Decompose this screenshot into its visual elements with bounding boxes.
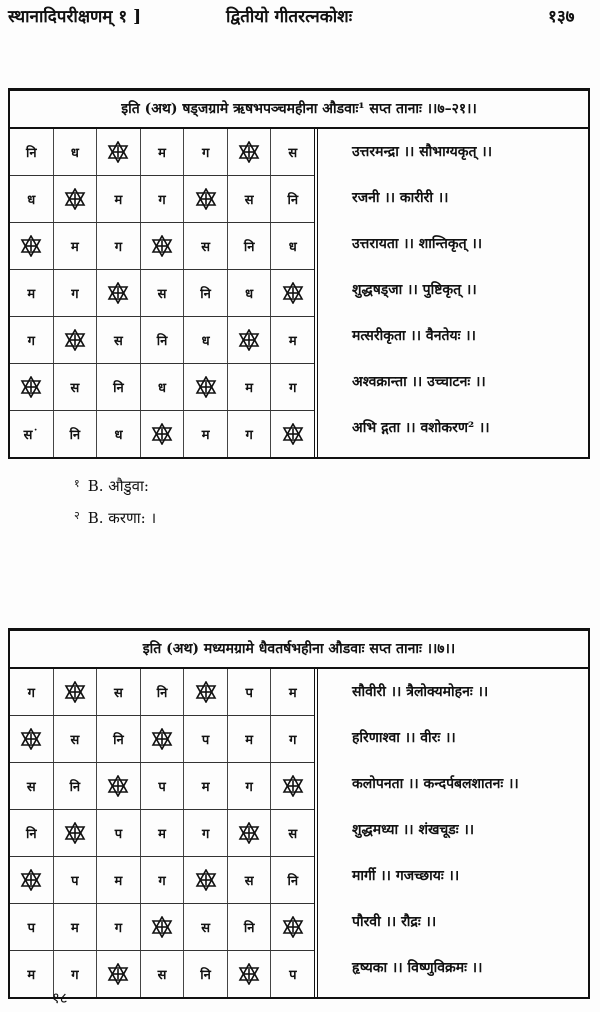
star-symbol-icon — [141, 716, 185, 762]
swara-cell: म — [10, 951, 54, 997]
star-symbol-icon — [97, 951, 141, 997]
tana-table-2 — [8, 628, 590, 999]
swara-cell: स — [184, 904, 228, 950]
star-symbol-icon — [54, 810, 98, 856]
swara-cell: स — [10, 763, 54, 809]
swara-cell: म — [97, 857, 141, 903]
footnote-mark: १ — [74, 477, 80, 490]
grid-row — [10, 857, 314, 904]
swara-cell: म — [141, 810, 185, 856]
swara-cell: स — [184, 223, 228, 269]
tana-table-1 — [8, 88, 590, 459]
footnote-text: B. करणा: । — [87, 509, 157, 527]
star-symbol-icon — [10, 716, 54, 762]
star-symbol-icon — [97, 129, 141, 175]
star-symbol-icon — [228, 810, 272, 856]
swara-cell: नि — [287, 193, 299, 208]
tana-name: रजनी ।। कारीरी ।। — [352, 190, 449, 206]
swara-cell: स — [141, 270, 185, 316]
tana-name: उत्तरायता ।। शान्तिकृत् ।। — [352, 236, 483, 252]
swara-cell: नि — [184, 270, 228, 316]
swara-cell: प — [184, 716, 228, 762]
tana-name: अभि द्गता ।। वशोकरण² ।। — [352, 420, 490, 436]
swara-cell: नि — [184, 951, 228, 997]
swara-cell: स — [228, 176, 272, 222]
tana-name: अश्वक्रान्ता ।। उच्चाटनः ।। — [352, 374, 486, 390]
grid-row — [10, 763, 314, 810]
swara-cell: म — [54, 904, 98, 950]
swara-cell: म — [54, 223, 98, 269]
grid-row — [10, 716, 314, 763]
swara-cell: स — [97, 317, 141, 363]
swara-cell: स — [288, 146, 298, 161]
swara-cell: नि — [97, 364, 141, 410]
star-symbol-icon — [184, 669, 228, 715]
swara-cell: स — [97, 669, 141, 715]
swara-cell: प — [141, 763, 185, 809]
swara-cell: नि — [287, 874, 299, 889]
star-symbol-icon — [10, 364, 54, 410]
swara-cell: प — [10, 904, 54, 950]
swara-cell: म — [184, 411, 228, 457]
swara-cell: स — [141, 951, 185, 997]
swara-cell: ग — [184, 129, 228, 175]
swara-grid — [10, 129, 318, 457]
running-head-left: स्थानादिपरीक्षणम् १ ] — [8, 7, 142, 27]
swara-cell: नि — [54, 763, 98, 809]
star-symbol-icon — [228, 129, 272, 175]
swara-cell: म — [141, 129, 185, 175]
footnote-mark: २ — [74, 509, 80, 522]
swara-cell: नि — [54, 411, 98, 457]
swara-cell: प — [54, 857, 98, 903]
swara-cell: नि — [10, 810, 54, 856]
swara-cell: ग — [54, 270, 98, 316]
grid-row — [10, 904, 314, 951]
swara-cell: ग — [141, 857, 185, 903]
swara-cell: ग — [141, 176, 185, 222]
swara-cell: म — [288, 334, 297, 349]
swara-cell: नि — [141, 669, 185, 715]
swara-cell: ग — [10, 669, 54, 715]
tana-name: सौवीरी ।। त्रैलोक्यमोहनः ।। — [352, 684, 489, 700]
star-symbol-icon — [54, 176, 98, 222]
tana-name: मार्गी ।। गजच्छायः ।। — [352, 868, 460, 884]
star-symbol-icon — [271, 411, 314, 457]
grid-row — [10, 411, 314, 457]
page-number: १३७ — [548, 7, 575, 27]
grid-row — [10, 129, 314, 176]
swara-cell: म — [288, 686, 297, 701]
signature-mark: १८ — [52, 989, 68, 1007]
swara-cell: म — [184, 763, 228, 809]
star-symbol-icon — [228, 951, 272, 997]
tana-name: हृष्यका ।। विष्णुविक्रमः ।। — [352, 960, 483, 976]
star-symbol-icon — [10, 857, 54, 903]
star-symbol-icon — [271, 763, 314, 809]
swara-cell: स˙ — [10, 411, 54, 457]
swara-cell: ग — [97, 223, 141, 269]
tana-name: शुद्धषड्जा ।। पुष्टिकृत् ।। — [352, 282, 477, 298]
star-symbol-icon — [184, 364, 228, 410]
star-symbol-icon — [184, 176, 228, 222]
swara-cell: ध — [228, 270, 272, 316]
swara-cell: ध — [184, 317, 228, 363]
grid-row — [10, 270, 314, 317]
tana-names — [318, 129, 588, 457]
tana-name: कलोपनता ।। कन्दर्पबलशातनः ।। — [352, 776, 519, 792]
swara-cell: ध — [54, 129, 98, 175]
star-symbol-icon — [97, 763, 141, 809]
swara-cell: ग — [289, 733, 297, 748]
tana-name: शुद्धमध्या ।। शंखचूडः ।। — [352, 822, 475, 838]
swara-cell: प — [289, 968, 297, 983]
star-symbol-icon — [141, 223, 185, 269]
grid-row — [10, 810, 314, 857]
swara-cell: ग — [228, 411, 272, 457]
swara-cell: नि — [141, 317, 185, 363]
running-head-title: द्वितीयो गीतरत्नकोशः — [226, 7, 353, 27]
swara-cell: ध — [288, 240, 297, 255]
swara-cell: ध — [10, 176, 54, 222]
footnote-text: B. औडुवा: — [87, 477, 149, 495]
star-symbol-icon — [271, 904, 314, 950]
star-symbol-icon — [141, 411, 185, 457]
grid-row — [10, 223, 314, 270]
grid-row — [10, 176, 314, 223]
grid-row — [10, 669, 314, 716]
swara-cell: स — [288, 827, 298, 842]
swara-cell: नि — [97, 716, 141, 762]
footnote-1 — [74, 476, 149, 496]
grid-row — [10, 364, 314, 411]
swara-cell: ग — [184, 810, 228, 856]
swara-cell: स — [228, 857, 272, 903]
swara-cell: नि — [10, 129, 54, 175]
swara-cell: स — [54, 364, 98, 410]
swara-cell: नि — [228, 223, 272, 269]
grid-row — [10, 317, 314, 364]
tana-name: पौरवी ।। रौद्रः ।। — [352, 914, 437, 930]
table-title: इति (अथ) मध्यमग्रामे धैवतर्षभहीना औडवाः सप्त तानाः ।।७।। — [10, 631, 588, 669]
star-symbol-icon — [271, 270, 314, 316]
star-symbol-icon — [228, 317, 272, 363]
swara-cell: ध — [97, 411, 141, 457]
star-symbol-icon — [54, 317, 98, 363]
swara-cell: स — [54, 716, 98, 762]
swara-cell: ग — [10, 317, 54, 363]
footnote-2 — [74, 508, 156, 528]
swara-cell: ग — [97, 904, 141, 950]
table-title: इति (अथ) षड्जग्रामे ऋषभपञ्चमहीना औडवाः¹ सप्त तानाः ।।७–२१।। — [10, 91, 588, 129]
star-symbol-icon — [97, 270, 141, 316]
star-symbol-icon — [10, 223, 54, 269]
star-symbol-icon — [54, 669, 98, 715]
swara-cell: म — [228, 364, 272, 410]
star-symbol-icon — [184, 857, 228, 903]
swara-cell: ग — [228, 763, 272, 809]
swara-cell: नि — [228, 904, 272, 950]
swara-cell: ग — [289, 381, 297, 396]
tana-name: मत्सरीकृता ।। वैनतेयः ।। — [352, 328, 476, 344]
swara-cell: म — [10, 270, 54, 316]
swara-cell: म — [97, 176, 141, 222]
swara-cell: म — [228, 716, 272, 762]
swara-cell: प — [228, 669, 272, 715]
star-symbol-icon — [141, 904, 185, 950]
tana-name: उत्तरमन्द्रा ।। सौभाग्यकृत् ।। — [352, 144, 493, 160]
tana-names — [318, 669, 588, 997]
swara-grid — [10, 669, 318, 997]
swara-cell: प — [97, 810, 141, 856]
swara-cell: ध — [141, 364, 185, 410]
swara-cell: ग — [54, 951, 98, 997]
tana-name: हरिणाश्वा ।। वीरः ।। — [352, 730, 456, 746]
